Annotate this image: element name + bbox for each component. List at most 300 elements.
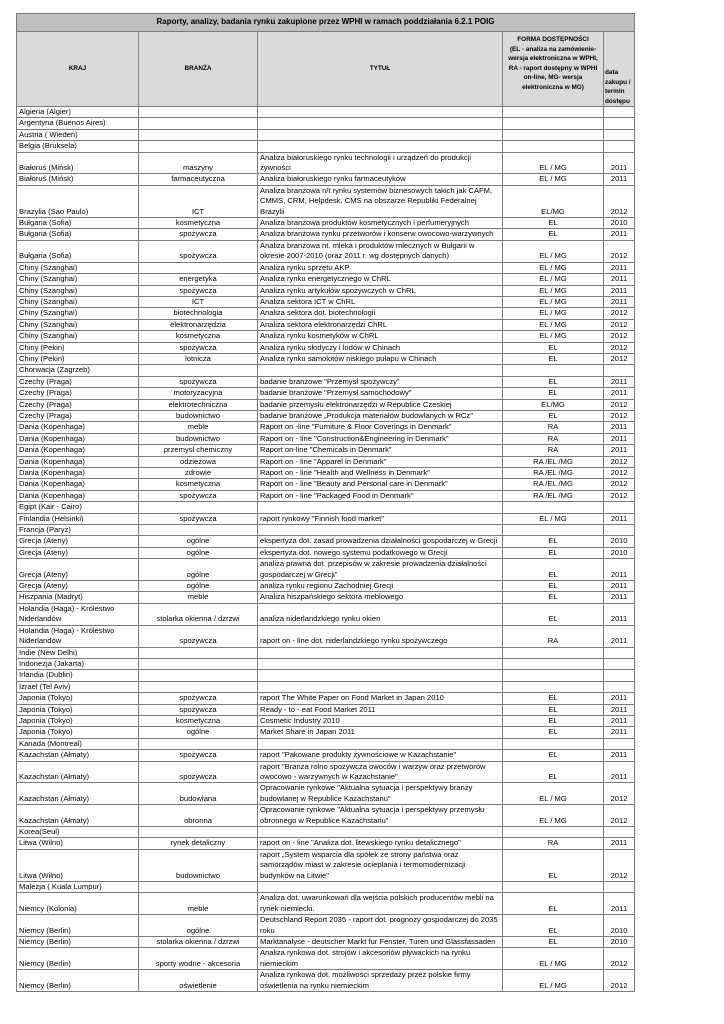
cell-date: 2011: [604, 761, 635, 783]
table-row: [17, 761, 635, 783]
cell-country: Holandia (Haga) - Królestwo Niderlandów: [17, 625, 139, 647]
cell-country: Brazylia (Sao Paulo): [17, 185, 139, 217]
cell-title: [258, 107, 503, 118]
table-row: [17, 592, 635, 603]
cell-branch: spożywcza: [139, 490, 258, 501]
cell-branch: ICT: [139, 185, 258, 217]
cell-branch: spożywcza: [139, 342, 258, 353]
cell-branch: motoryzacyjna: [139, 388, 258, 399]
cell-form: EL: [503, 410, 604, 421]
cell-title: raport rynkowy "Finnish food market": [258, 513, 503, 524]
cell-branch: [139, 525, 258, 536]
cell-form: EL / MG: [503, 783, 604, 805]
cell-date: 2010: [604, 218, 635, 229]
cell-branch: [139, 670, 258, 681]
table-row: [17, 342, 635, 353]
cell-country: Kazachstan (Ałmaty): [17, 783, 139, 805]
cell-title: Raport on - line "Packaged Food in Denmark": [258, 490, 503, 501]
cell-form: [503, 882, 604, 893]
cell-country: Grecja (Ateny): [17, 547, 139, 558]
cell-form: RA /EL /MG: [503, 490, 604, 501]
cell-title: Raport on -line "Furniture & Floor Coverings in Denmark": [258, 422, 503, 433]
cell-date: 2011: [604, 704, 635, 715]
cell-date: [604, 647, 635, 658]
cell-form: EL / MG: [503, 174, 604, 185]
table-row: [17, 536, 635, 547]
cell-branch: budownictwo: [139, 849, 258, 881]
cell-branch: rynek detaliczny: [139, 838, 258, 849]
cell-form: EL / MG: [503, 805, 604, 827]
cell-title: Market Share in Japan 2011: [258, 727, 503, 738]
cell-date: [604, 681, 635, 692]
cell-country: Czechy (Praga): [17, 410, 139, 421]
cell-title: ekspertyza dot. nowego systemu podatkowego w Grecji: [258, 547, 503, 558]
cell-title: [258, 525, 503, 536]
cell-title: Analiza rynku słodyczy i lodów w Chinach: [258, 342, 503, 353]
cell-country: Algieria (Algier): [17, 107, 139, 118]
cell-date: 2010: [604, 547, 635, 558]
cell-country: Kazachstan (Ałmaty): [17, 761, 139, 783]
cell-title: Analiza rynku energetycznego w ChRL: [258, 274, 503, 285]
cell-date: 2012: [604, 948, 635, 970]
cell-form: EL: [503, 342, 604, 353]
cell-date: 2012: [604, 319, 635, 330]
header-form-desc: (EL - analiza na zamówienie- wersja elektroniczna w WPHI, RA - raport dostępny w WPHI on-line, MG- wersja elektroniczna w MG): [508, 45, 598, 91]
cell-country: Dania (Kopenhaga): [17, 422, 139, 433]
cell-form: EL: [503, 603, 604, 625]
cell-form: EL / MG: [503, 274, 604, 285]
cell-country: Hiszpania (Madryt): [17, 592, 139, 603]
cell-country: Czechy (Praga): [17, 388, 139, 399]
table-row: [17, 525, 635, 536]
spreadsheet-sheet: [16, 13, 634, 992]
cell-country: Niemcy (Berlin): [17, 970, 139, 992]
cell-title: raport "Branża rolno spożywcza owoców i warzyw oraz przetworów owocowo - warzywnych w Kazachstanie": [258, 761, 503, 783]
table-row: [17, 738, 635, 749]
cell-form: [503, 365, 604, 376]
table-row: [17, 681, 635, 692]
cell-form: EL / MG: [503, 285, 604, 296]
cell-branch: ogólne: [139, 547, 258, 558]
cell-country: Chiny (Pekin): [17, 353, 139, 364]
cell-date: 2011: [604, 838, 635, 849]
header-date: data zakupu / termin dostępu: [604, 32, 635, 107]
cell-title: Analiza rynkowa dot. strojów i akcesoriów pływackich na rynku niemieckim: [258, 948, 503, 970]
table-row: [17, 502, 635, 513]
cell-branch: meble: [139, 422, 258, 433]
cell-country: Chiny (Szanghai): [17, 331, 139, 342]
cell-title: Raport on - line "Apparel in Denmark": [258, 456, 503, 467]
cell-branch: spożywcza: [139, 285, 258, 296]
cell-date: 2011: [604, 750, 635, 761]
cell-date: 2011: [604, 559, 635, 581]
table-row: [17, 915, 635, 937]
cell-title: Raport on - line "Health and Wellness in Denmark": [258, 468, 503, 479]
cell-date: 2011: [604, 152, 635, 174]
table-row: [17, 218, 635, 229]
cell-title: Cosmetic Industry 2010: [258, 715, 503, 726]
cell-date: 2011: [604, 262, 635, 273]
cell-form: EL / MG: [503, 296, 604, 307]
cell-country: Dania (Kopenhaga): [17, 490, 139, 501]
cell-branch: maszyny: [139, 152, 258, 174]
cell-branch: kosmetyczna: [139, 218, 258, 229]
cell-branch: biotechnologia: [139, 308, 258, 319]
cell-country: Holandia (Haga) - Królestwo Niderlandów: [17, 603, 139, 625]
cell-title: analiza prawna dot. przepisów w zakresie prowadzenia działalności gospodarczej w Grecji": [258, 559, 503, 581]
cell-form: EL: [503, 218, 604, 229]
cell-date: [604, 738, 635, 749]
cell-country: Egipt (Kair - Cairo): [17, 502, 139, 513]
cell-date: [604, 141, 635, 152]
table-row: [17, 445, 635, 456]
cell-title: [258, 681, 503, 692]
cell-branch: przemysł chemiczny: [139, 445, 258, 456]
table-row: [17, 882, 635, 893]
cell-branch: energetyka: [139, 274, 258, 285]
table-row: [17, 174, 635, 185]
table-row: [17, 331, 635, 342]
table-row: [17, 849, 635, 881]
cell-date: 2012: [604, 468, 635, 479]
cell-branch: spożywcza: [139, 229, 258, 240]
cell-form: EL: [503, 715, 604, 726]
cell-form: EL / MG: [503, 970, 604, 992]
cell-form: [503, 681, 604, 692]
cell-branch: kosmetyczna: [139, 479, 258, 490]
cell-date: 2011: [604, 603, 635, 625]
cell-date: 2012: [604, 410, 635, 421]
table-row: [17, 262, 635, 273]
cell-country: Malezja ( Kuala Lumpur): [17, 882, 139, 893]
cell-title: raport on - line "Analiza dot. litewskiego rynku detalicznego": [258, 838, 503, 849]
cell-date: 2011: [604, 388, 635, 399]
table-row: [17, 240, 635, 262]
cell-form: EL: [503, 693, 604, 704]
cell-country: Finlandia (Helsinki): [17, 513, 139, 524]
cell-title: [258, 738, 503, 749]
cell-country: Dania (Kopenhaga): [17, 433, 139, 444]
cell-form: EL: [503, 547, 604, 558]
header-country: KRAJ: [17, 32, 139, 107]
cell-form: RA /EL /MG: [503, 479, 604, 490]
cell-country: Japonia (Tokyo): [17, 704, 139, 715]
cell-form: EL: [503, 915, 604, 937]
cell-date: [604, 525, 635, 536]
cell-branch: [139, 118, 258, 129]
cell-date: [604, 882, 635, 893]
cell-form: EL / MG: [503, 240, 604, 262]
cell-country: Argentyna (Buenos Aires): [17, 118, 139, 129]
cell-country: Litwa (Wilno): [17, 849, 139, 881]
cell-branch: [139, 365, 258, 376]
cell-title: raport „System wsparcia dla spółek ze strony państwa oraz samorządów miast w zakresie ocieplania i termomodernizacji budynków na Litwie": [258, 849, 503, 881]
table-row: [17, 715, 635, 726]
cell-branch: [139, 827, 258, 838]
cell-country: Bułgaria (Sofia): [17, 229, 139, 240]
table-row: [17, 727, 635, 738]
table-row: [17, 118, 635, 129]
cell-title: raport The White Paper on Food Market in Japan 2010: [258, 693, 503, 704]
cell-form: RA: [503, 838, 604, 849]
table-row: [17, 970, 635, 992]
cell-title: Analiza rynku sprzętu AKP: [258, 262, 503, 273]
cell-country: Białoruś (Mińsk): [17, 152, 139, 174]
cell-date: 2012: [604, 342, 635, 353]
cell-form: [503, 525, 604, 536]
cell-country: Niemcy (Berlin): [17, 915, 139, 937]
cell-title: Raport on - line "Beauty and Personal care in Denmark": [258, 479, 503, 490]
cell-form: [503, 502, 604, 513]
cell-title: [258, 502, 503, 513]
cell-branch: spożywcza: [139, 704, 258, 715]
cell-form: EL: [503, 229, 604, 240]
cell-form: EL: [503, 376, 604, 387]
table-row: [17, 376, 635, 387]
cell-date: 2012: [604, 479, 635, 490]
cell-country: Dania (Kopenhaga): [17, 468, 139, 479]
cell-title: Analiza sektora ICT w ChRL: [258, 296, 503, 307]
cell-title: [258, 118, 503, 129]
cell-title: Ready - to - eat Food Market 2011: [258, 704, 503, 715]
cell-title: Analiza rynku samolotów niskiego pułapu w Chinach: [258, 353, 503, 364]
cell-branch: kosmetyczna: [139, 331, 258, 342]
cell-country: Bułgaria (Sofia): [17, 240, 139, 262]
cell-title: Opracowanie rynkowe "Aktualna sytuacja i perspektywy branży budowlanej w Republice Kazachstanu": [258, 783, 503, 805]
cell-date: 2010: [604, 937, 635, 948]
cell-form: EL: [503, 761, 604, 783]
cell-form: [503, 670, 604, 681]
cell-branch: budownictwo: [139, 410, 258, 421]
cell-title: Analiza branżowa nt. mleka i produktów mlecznych w Bułgarii w okresie 2007-2010 (oraz 2011 r. wg dostępnych danych): [258, 240, 503, 262]
cell-branch: spożywcza: [139, 625, 258, 647]
cell-form: EL: [503, 581, 604, 592]
cell-form: EL / MG: [503, 948, 604, 970]
table-row: [17, 107, 635, 118]
cell-form: [503, 658, 604, 669]
table-row: [17, 693, 635, 704]
cell-country: Chiny (Szanghai): [17, 262, 139, 273]
cell-country: Chiny (Szanghai): [17, 308, 139, 319]
cell-title: Deutschland Report 2035 - raport dot. prognozy gospodarczej do 2035 roku: [258, 915, 503, 937]
cell-date: 2012: [604, 399, 635, 410]
table-row: [17, 129, 635, 140]
cell-date: 2012: [604, 353, 635, 364]
cell-date: [604, 502, 635, 513]
cell-country: Chorwacja (Zagrzeb): [17, 365, 139, 376]
cell-form: EL: [503, 750, 604, 761]
header-row: [17, 32, 635, 107]
cell-date: [604, 129, 635, 140]
cell-country: Grecja (Ateny): [17, 581, 139, 592]
cell-country: Bułgaria (Sofia): [17, 218, 139, 229]
cell-form: [503, 647, 604, 658]
cell-form: RA: [503, 445, 604, 456]
table-row: [17, 783, 635, 805]
cell-form: EL: [503, 353, 604, 364]
cell-title: Analiza sektora dot. biotechnologii: [258, 308, 503, 319]
cell-title: [258, 827, 503, 838]
cell-form: EL/MG: [503, 185, 604, 217]
cell-form: [503, 118, 604, 129]
table-row: [17, 410, 635, 421]
cell-country: Niemcy (Kolonia): [17, 893, 139, 915]
table-row: [17, 468, 635, 479]
cell-branch: obronna: [139, 805, 258, 827]
cell-country: Kazachstan (Ałmaty): [17, 750, 139, 761]
cell-title: [258, 670, 503, 681]
cell-date: 2011: [604, 592, 635, 603]
cell-date: 2011: [604, 174, 635, 185]
cell-branch: [139, 502, 258, 513]
cell-branch: ICT: [139, 296, 258, 307]
cell-title: analiza niderlandzkiego rynku okien: [258, 603, 503, 625]
cell-country: Chiny (Szanghai): [17, 274, 139, 285]
cell-branch: [139, 681, 258, 692]
table-row: [17, 603, 635, 625]
cell-country: Japonia (Tokyo): [17, 727, 139, 738]
cell-date: [604, 827, 635, 838]
cell-date: 2012: [604, 490, 635, 501]
cell-branch: budowlana: [139, 783, 258, 805]
table-row: [17, 547, 635, 558]
cell-branch: [139, 738, 258, 749]
cell-title: Analiza dot. uwarunkowań dla wejścia polskich producentów mebli na rynek niemiecki.: [258, 893, 503, 915]
table-row: [17, 141, 635, 152]
cell-country: Belgia (Bruksela): [17, 141, 139, 152]
cell-branch: ogólne: [139, 727, 258, 738]
cell-country: Japonia (Tokyo): [17, 693, 139, 704]
cell-title: Analiza branżowa produktów kosmetycznych i perfumeryjnych: [258, 218, 503, 229]
cell-date: 2012: [604, 331, 635, 342]
cell-country: Indie (New Delhi): [17, 647, 139, 658]
table-row: [17, 658, 635, 669]
cell-branch: stolarka okienna / dzrzwi: [139, 603, 258, 625]
cell-form: [503, 738, 604, 749]
table-row: [17, 625, 635, 647]
table-row: [17, 365, 635, 376]
cell-branch: [139, 129, 258, 140]
table-row: [17, 285, 635, 296]
header-form: [503, 32, 604, 107]
cell-country: Grecja (Ateny): [17, 536, 139, 547]
sheet-title: Raporty, analizy, badania rynku zakupione przez WPHI w ramach poddziałania 6.2.1 POIG: [17, 14, 635, 32]
cell-title: Analiza rynku kosmetyków w ChRL: [258, 331, 503, 342]
cell-form: EL: [503, 727, 604, 738]
cell-branch: budownictwo: [139, 433, 258, 444]
cell-form: EL / MG: [503, 308, 604, 319]
cell-title: badanie branżowe „Produkcja materiałów budowlanych w RCz": [258, 410, 503, 421]
cell-branch: spożywcza: [139, 761, 258, 783]
cell-date: 2011: [604, 625, 635, 647]
cell-form: EL/MG: [503, 399, 604, 410]
cell-country: Niemcy (Berlin): [17, 937, 139, 948]
cell-country: Indonezja (Jakarta): [17, 658, 139, 669]
cell-title: Analiza rynkowa dot. możliwości sprzedaży przez polskie firmy oświetlenia na rynku niemieckim: [258, 970, 503, 992]
table-row: [17, 827, 635, 838]
cell-branch: ogólne: [139, 915, 258, 937]
cell-country: Dania (Kopenhaga): [17, 445, 139, 456]
cell-form: RA: [503, 422, 604, 433]
cell-country: Białoruś (Mińsk): [17, 174, 139, 185]
table-row: [17, 670, 635, 681]
cell-country: Czechy (Praga): [17, 399, 139, 410]
table-row: [17, 388, 635, 399]
cell-title: Analiza hiszpańskiego sektora meblowego: [258, 592, 503, 603]
cell-form: EL / MG: [503, 319, 604, 330]
cell-form: EL: [503, 893, 604, 915]
table-row: [17, 319, 635, 330]
cell-form: RA: [503, 433, 604, 444]
table-row: [17, 399, 635, 410]
table-row: [17, 296, 635, 307]
cell-title: Marktanalyse - deutscher Markt fur Fenster, Turen und Glassfassaden: [258, 937, 503, 948]
table-row: [17, 704, 635, 715]
table-row: [17, 433, 635, 444]
cell-title: raport "Pakowane produkty żywnościowe w Kazachstanie": [258, 750, 503, 761]
cell-branch: [139, 658, 258, 669]
cell-branch: [139, 262, 258, 273]
cell-country: Chiny (Szanghai): [17, 285, 139, 296]
cell-date: [604, 365, 635, 376]
cell-branch: meble: [139, 893, 258, 915]
cell-title: Raport on-line "Chemicals in Denmark": [258, 445, 503, 456]
cell-country: Chiny (Szanghai): [17, 296, 139, 307]
table-row: [17, 274, 635, 285]
table-row: [17, 937, 635, 948]
table-row: [17, 152, 635, 174]
cell-form: RA: [503, 625, 604, 647]
cell-date: 2012: [604, 805, 635, 827]
cell-date: [604, 670, 635, 681]
cell-date: 2011: [604, 296, 635, 307]
cell-branch: elektronarzędzia: [139, 319, 258, 330]
cell-form: [503, 827, 604, 838]
cell-date: 2011: [604, 274, 635, 285]
cell-date: 2010: [604, 915, 635, 937]
cell-title: Analiza branżowa rynku przetworów i konserw owocowo-warzywnych: [258, 229, 503, 240]
cell-date: 2011: [604, 715, 635, 726]
cell-date: 2012: [604, 185, 635, 217]
cell-date: 2011: [604, 513, 635, 524]
cell-date: 2011: [604, 581, 635, 592]
cell-country: Kazachstan (Ałmaty): [17, 805, 139, 827]
cell-form: EL: [503, 849, 604, 881]
cell-title: [258, 647, 503, 658]
cell-title: Raport on - line "Construction&Engineering in Denmark": [258, 433, 503, 444]
cell-branch: ogólne: [139, 536, 258, 547]
cell-title: [258, 882, 503, 893]
cell-branch: elektrotechniczna: [139, 399, 258, 410]
table-row: [17, 490, 635, 501]
table-body: [17, 107, 635, 992]
cell-country: Chiny (Szanghai): [17, 319, 139, 330]
table-row: [17, 948, 635, 970]
cell-form: EL / MG: [503, 262, 604, 273]
cell-branch: odzieżowa: [139, 456, 258, 467]
cell-title: Analiza sektora elektronarzędzi ChRL: [258, 319, 503, 330]
table-row: [17, 750, 635, 761]
cell-country: Dania (Kopenhaga): [17, 456, 139, 467]
cell-branch: lotnicza: [139, 353, 258, 364]
cell-title: Analiza białoruskiego rynku farmaceutyków: [258, 174, 503, 185]
cell-country: Dania (Kopenhaga): [17, 479, 139, 490]
cell-title: badanie branżowe "Przemysł spożywczy": [258, 376, 503, 387]
cell-branch: ogólne: [139, 559, 258, 581]
cell-date: 2011: [604, 376, 635, 387]
cell-country: Kanada (Montreal): [17, 738, 139, 749]
cell-country: Francja (Paryż): [17, 525, 139, 536]
